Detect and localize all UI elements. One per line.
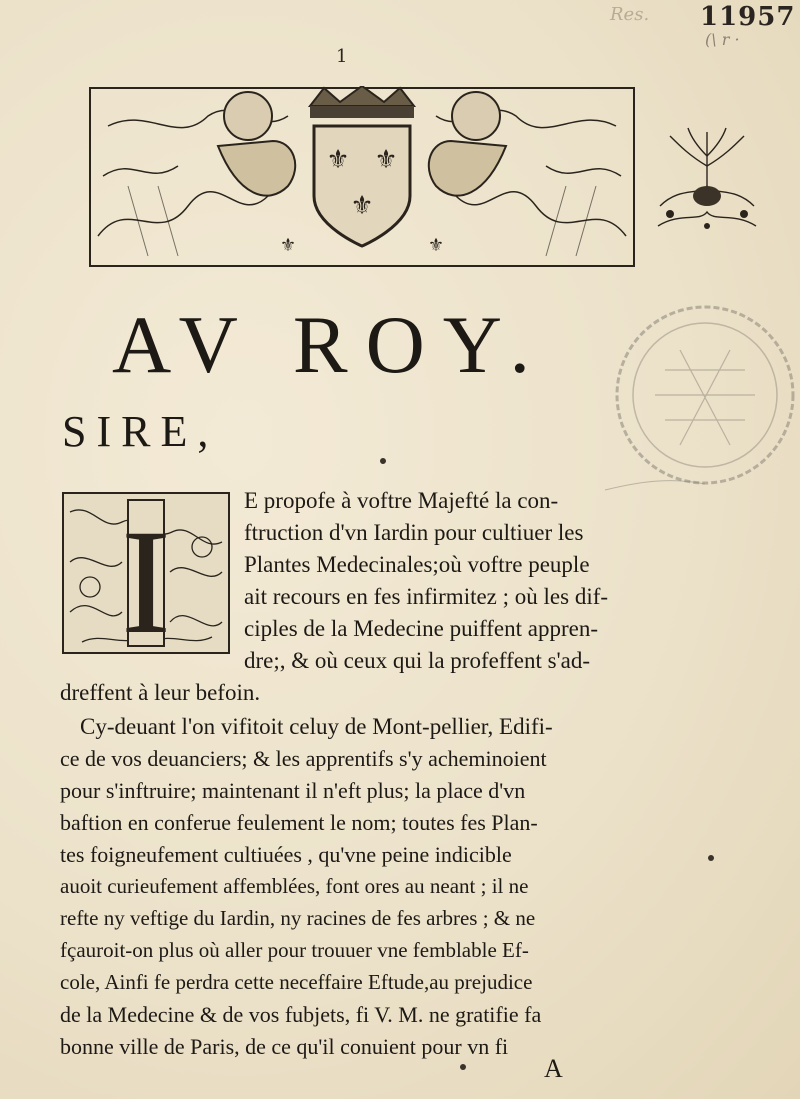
text-line: Plantes Medecinales;où voftre peuple [244,552,590,577]
text-line: ftruction d'vn Iardin pour cultiuer les [244,520,584,545]
text-line: Cy-deuant l'on vifitoit celuy de Mont-pellier, Edifi- [80,714,553,739]
text-line: tes foigneufement cultiuées , qu'vne peine indicible [60,842,512,867]
text-line: de la Medecine & de vos fubjets, fi V. M. ne gratifie fa [60,1002,542,1027]
royal-headpiece-ornament [88,86,636,268]
text-line: E propofe à voftre Majefté la con- [244,488,559,513]
library-stamp-seal [585,300,800,500]
text-line: cole, Ainfi fe perdra cette neceffaire Eftude,au prejudice [60,970,533,994]
initial-letter-glyph: I [121,499,171,654]
text-line: pour s'inftruire; maintenant il n'eft plus; la place d'vn [60,778,526,803]
text-line: refte ny veftige du Iardin, ny racines de fes arbres ; & ne [60,906,536,930]
text-line: dre;, & où ceux qui la profeffent s'ad- [244,648,591,673]
text-line: fçauroit-on plus où aller pour trouuer vne femblable Ef- [60,938,529,962]
ink-spot [708,855,714,861]
pencil-note: (\ r · [705,30,740,49]
svg-text:⚜: ⚜ [350,191,374,221]
floral-vignette-ornament [650,126,764,238]
text-line: baftion en conferue feulement le nom; toutes fes Plan- [60,810,538,835]
svg-text:⚜: ⚜ [427,235,445,256]
catchword-signature: A [544,1054,563,1083]
svg-text:⚜: ⚜ [326,145,350,175]
text-line: dreffent à leur befoin. [60,680,261,705]
svg-text:⚜: ⚜ [279,235,297,256]
svg-text:⚜: ⚜ [374,145,398,175]
ink-spot [380,458,386,464]
archive-number: 11957 [700,2,796,32]
archive-mark: Res. [610,4,650,25]
text-line: ait recours en fes infirmitez ; où les dif- [244,584,609,609]
ink-spot [460,1064,466,1070]
page-number: 1 [336,46,348,67]
text-line: bonne ville de Paris, de ce qu'il conuient pour vn fi [60,1034,509,1059]
text-line: auoit curieufement affemblées, font ores au neant ; il ne [60,874,529,898]
dedication-title: AV ROY. [112,299,548,390]
ornamental-initial-letter [62,492,230,654]
text-line: ciples de la Medecine puiffent appren- [244,616,599,641]
text-line: ce de vos deuanciers; & les apprentifs s'y acheminoient [60,746,547,771]
salutation-sire: SIRE, [62,407,219,456]
